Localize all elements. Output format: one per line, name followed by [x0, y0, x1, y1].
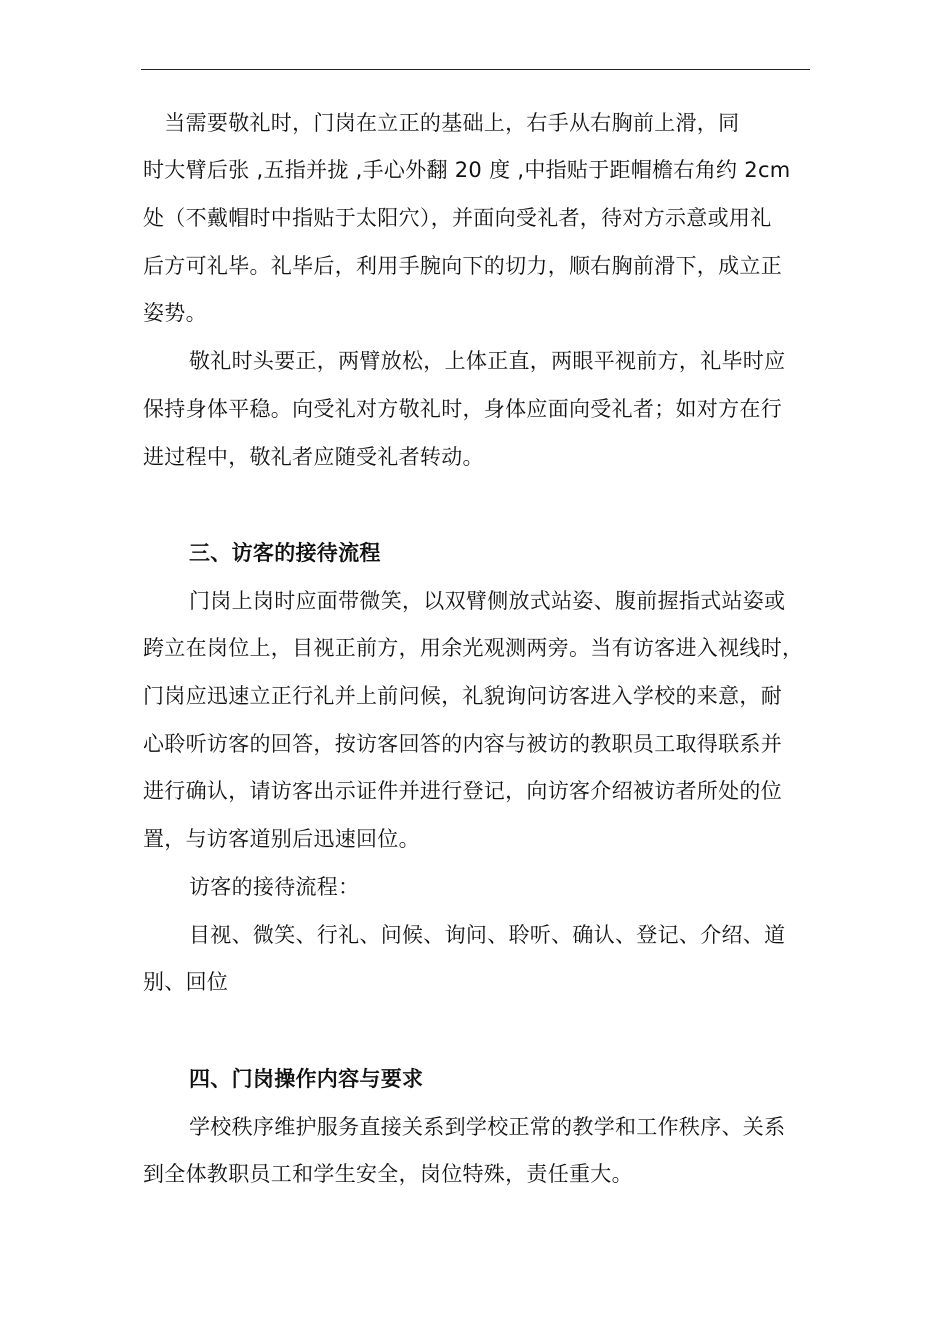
text-line: 当需要敬礼时，门岗在立正的基础上，右手从右胸前上滑，同: [143, 111, 740, 135]
text-line: 后方可礼毕。礼毕后，利用手腕向下的切力，顺右胸前滑下，成立正: [143, 254, 782, 278]
text-line: 姿势。: [143, 301, 207, 325]
text-line: 进行确认，请访客出示证件并进行登记，向访客介绍被访者所处的位: [143, 779, 782, 803]
text-line: 敬礼时头要正，两臂放松，上体正直，两眼平视前方，礼毕时应: [189, 349, 786, 373]
text-line: 进过程中，敬礼者应随受礼者转动。: [143, 445, 484, 469]
text-line: 学校秩序维护服务直接关系到学校正常的教学和工作秩序、关系: [189, 1115, 786, 1139]
text-line: 门岗应迅速立正行礼并上前问候，礼貌询问访客进入学校的来意，耐: [143, 684, 782, 708]
text-line: 心聆听访客的回答，按访客回答的内容与被访的教职员工取得联系并: [143, 732, 782, 756]
text-line: 别、回位: [143, 970, 229, 994]
text-line: 保持身体平稳。向受礼对方敬礼时，身体应面向受礼者；如对方在行: [143, 397, 782, 421]
section-heading: 四、门岗操作内容与要求: [189, 1067, 424, 1091]
text-line: 跨立在岗位上，目视正前方，用余光观测两旁。当有访客进入视线时，: [143, 636, 804, 660]
section-heading: 三、访客的接待流程: [189, 541, 381, 565]
text-line: 处（不戴帽时中指贴于太阳穴），并面向受礼者，待对方示意或用礼: [143, 206, 772, 230]
header-rule: [141, 69, 810, 70]
text-line: 门岗上岗时应面带微笑，以双臂侧放式站姿、腹前握指式站姿或: [189, 589, 786, 613]
text-line: 访客的接待流程：: [189, 875, 360, 899]
text-line: 到全体教职员工和学生安全，岗位特殊，责任重大。: [143, 1162, 633, 1186]
text-line: 目视、微笑、行礼、问候、询问、聆听、确认、登记、介绍、道: [189, 923, 786, 947]
text-line: 置，与访客道别后迅速回位。: [143, 827, 420, 851]
text-line: 时大臂后张 ,五指并拢 ,手心外翻 20 度 ,中指贴于距帽檐右角约 2cm: [143, 158, 791, 182]
